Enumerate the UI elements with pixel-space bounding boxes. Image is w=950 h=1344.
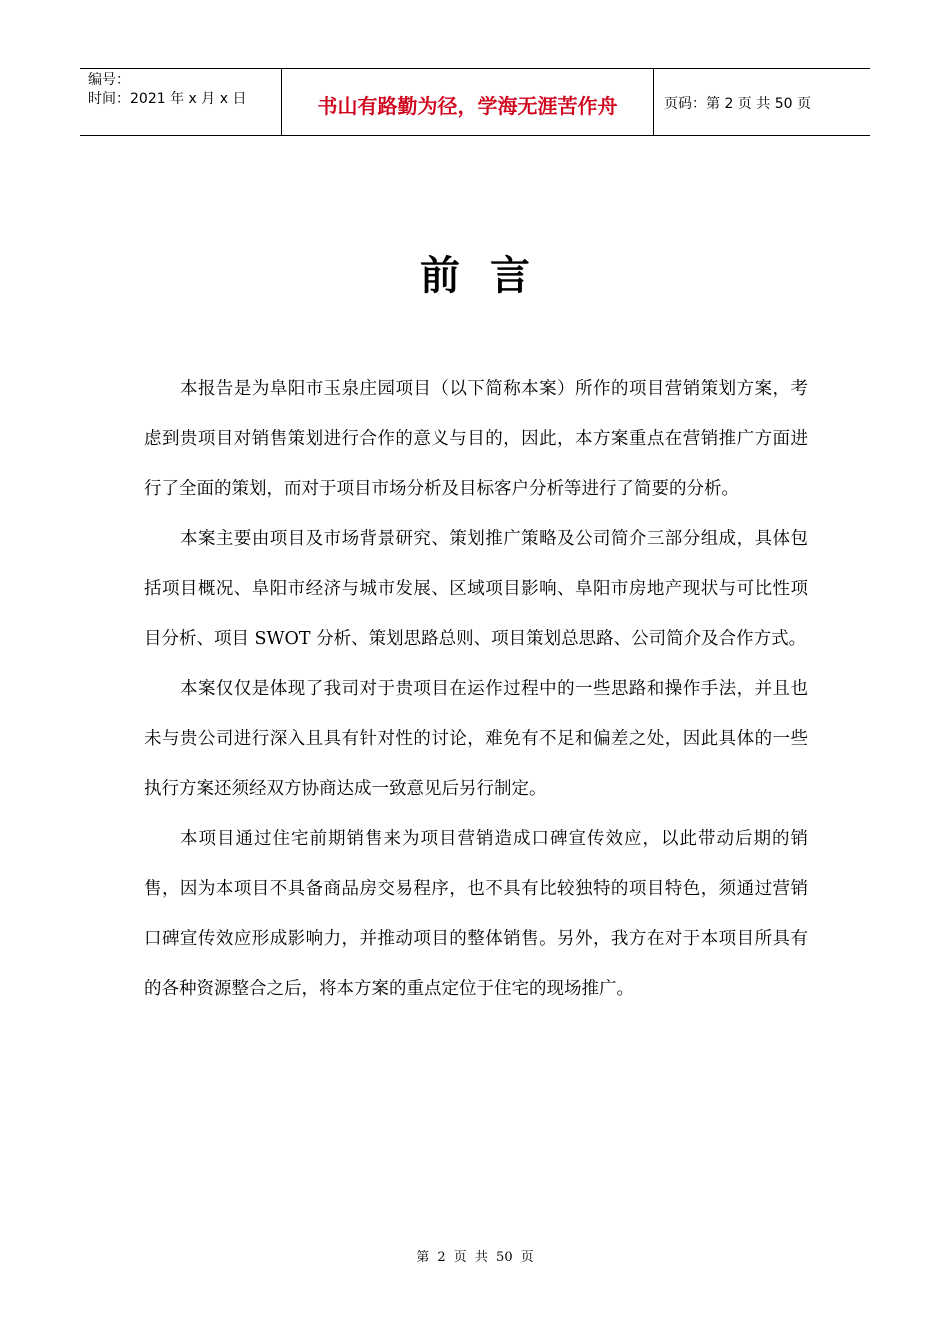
- header-meta-cell: [80, 69, 282, 135]
- paragraph-3: 本案仅仅是体现了我司对于贵项目在运作过程中的一些思路和操作手法，并且也未与贵公司进行深入且具有针对性的讨论，难免有不足和偏差之处，因此具体的一些执行方案还须经双方协商达成一致意见后另行制定。: [144, 679, 808, 799]
- motto-text: 书山有路勤为径，学海无涯苦作舟: [317, 93, 618, 118]
- page-title: 前言: [420, 252, 560, 299]
- body-text: [144, 364, 808, 1014]
- header-table: [80, 68, 870, 136]
- paragraph-1: 本报告是为阜阳市玉泉庄园项目（以下简称本案）所作的项目营销策划方案，考虑到贵项目对销售策划进行合作的意义与目的，因此，本方案重点在营销推广方面进行了全面的策划，而对于项目市场分析及目标客户分析等进行了简要的分析。: [144, 379, 808, 499]
- paragraph-4: 本项目通过住宅前期销售来为项目营销造成口碑宣传效应，以此带动后期的销售，因为本项目不具备商品房交易程序，也不具有比较独特的项目特色，须通过营销口碑宣传效应形成影响力，并推动项目的整体销售。另外，我方在对于本项目所具有的各种资源整合之后，将本方案的重点定位于住宅的现场推广。: [144, 829, 808, 999]
- header-page-cell: [654, 69, 870, 135]
- time-label: 时间：2021 年 x 月 x 日: [88, 91, 247, 107]
- header-motto-cell: [282, 69, 654, 135]
- page-footer: 第 2 页 共 50 页: [416, 1250, 534, 1265]
- serial-label: 编号：: [88, 72, 130, 88]
- page-info: 页码：第 2 页 共 50 页: [664, 96, 811, 112]
- paragraph-2: 本案主要由项目及市场背景研究、策划推广策略及公司简介三部分组成，具体包括项目概况、阜阳市经济与城市发展、区域项目影响、阜阳市房地产现状与可比性项目分析、项目 SWOT 分析、策划思路总则、项目策划总思路、公司简介及合作方式。: [144, 529, 808, 649]
